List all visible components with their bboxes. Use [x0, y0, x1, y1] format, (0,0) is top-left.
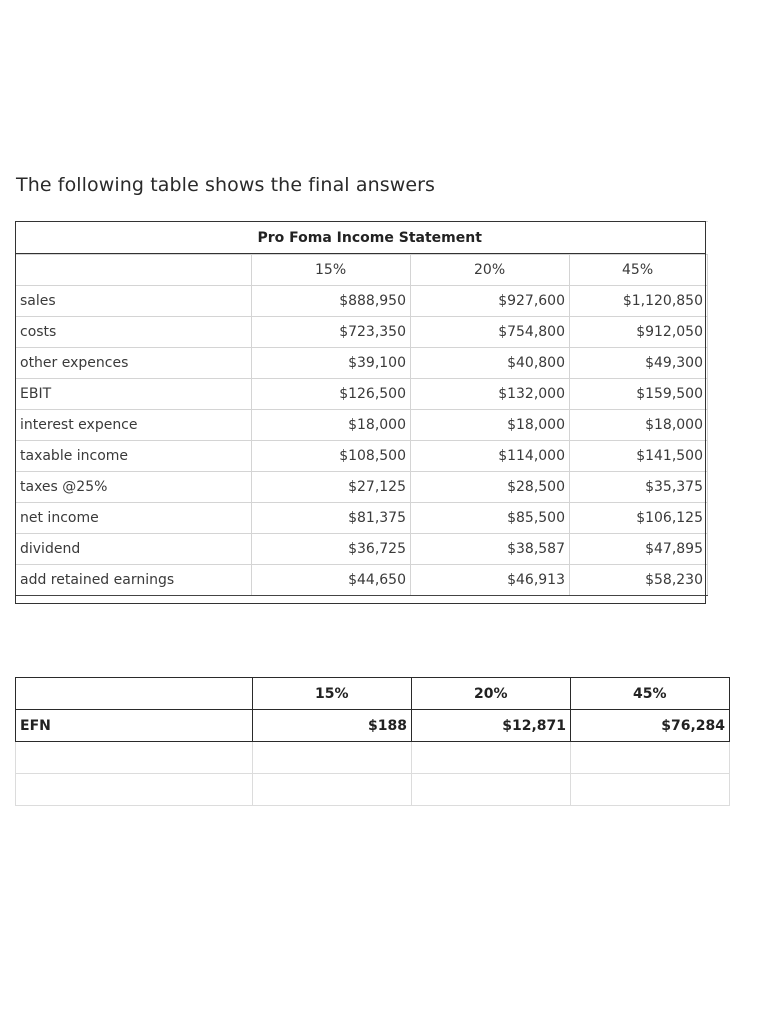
efn-column-header-20: 20% [412, 678, 571, 710]
cell-45: $49,300 [570, 348, 708, 379]
cell-45: $912,050 [570, 317, 708, 348]
efn-column-header-15: 15% [253, 678, 412, 710]
empty-cell [253, 774, 412, 806]
column-header-row [16, 255, 708, 286]
row-label: net income [16, 503, 252, 534]
table-row-ebit [16, 379, 708, 410]
cell-15: $108,500 [252, 441, 411, 472]
table-row-taxable-income [16, 441, 708, 472]
efn-value-row [16, 710, 730, 742]
efn-header-empty-cell [16, 678, 253, 710]
table-row-add-retained-earnings [16, 565, 708, 596]
cell-15: $18,000 [252, 410, 411, 441]
empty-cell [412, 742, 571, 774]
cell-20: $46,913 [411, 565, 570, 596]
row-label: sales [16, 286, 252, 317]
cell-45: $159,500 [570, 379, 708, 410]
cell-15: $888,950 [252, 286, 411, 317]
row-label: interest expence [16, 410, 252, 441]
cell-45: $106,125 [570, 503, 708, 534]
column-header-45: 45% [570, 255, 708, 286]
header-empty-cell [16, 255, 252, 286]
row-label: other expences [16, 348, 252, 379]
efn-row-label: EFN [16, 710, 253, 742]
table-row-net-income [16, 503, 708, 534]
cell-20: $927,600 [411, 286, 570, 317]
efn-cell-15: $188 [253, 710, 412, 742]
cell-20: $28,500 [411, 472, 570, 503]
empty-cell [412, 774, 571, 806]
table-row-interest-expence [16, 410, 708, 441]
title-spacer-cell [16, 222, 252, 255]
cell-45: $35,375 [570, 472, 708, 503]
cell-20: $85,500 [411, 503, 570, 534]
table-row-sales [16, 286, 708, 317]
column-header-15: 15% [252, 255, 411, 286]
cell-15: $126,500 [252, 379, 411, 410]
efn-empty-row [16, 742, 730, 774]
cell-45: $58,230 [570, 565, 708, 596]
table-row-taxes [16, 472, 708, 503]
efn-column-header-45: 45% [571, 678, 730, 710]
row-label: add retained earnings [16, 565, 252, 596]
row-label: taxable income [16, 441, 252, 472]
cell-45: $141,500 [570, 441, 708, 472]
row-label: taxes @25% [16, 472, 252, 503]
row-label: EBIT [16, 379, 252, 410]
cell-20: $18,000 [411, 410, 570, 441]
efn-cell-45: $76,284 [571, 710, 730, 742]
table-row-costs [16, 317, 708, 348]
cell-20: $754,800 [411, 317, 570, 348]
page-heading: The following table shows the final answers [16, 174, 436, 196]
efn-table [15, 677, 730, 806]
cell-15: $723,350 [252, 317, 411, 348]
row-label: dividend [16, 534, 252, 565]
income-statement-table [15, 221, 708, 596]
table-title: Pro Foma Income Statement [252, 222, 708, 255]
column-header-20: 20% [411, 255, 570, 286]
cell-15: $44,650 [252, 565, 411, 596]
cell-20: $132,000 [411, 379, 570, 410]
empty-cell [16, 774, 253, 806]
empty-cell [571, 774, 730, 806]
cell-45: $1,120,850 [570, 286, 708, 317]
cell-15: $36,725 [252, 534, 411, 565]
cell-20: $114,000 [411, 441, 570, 472]
empty-cell [571, 742, 730, 774]
cell-45: $47,895 [570, 534, 708, 565]
table-row-other-expences [16, 348, 708, 379]
row-label: costs [16, 317, 252, 348]
table-row-dividend [16, 534, 708, 565]
cell-20: $40,800 [411, 348, 570, 379]
cell-15: $81,375 [252, 503, 411, 534]
cell-45: $18,000 [570, 410, 708, 441]
cell-20: $38,587 [411, 534, 570, 565]
empty-cell [253, 742, 412, 774]
efn-cell-20: $12,871 [412, 710, 571, 742]
cell-15: $39,100 [252, 348, 411, 379]
table-title-row [16, 222, 708, 255]
empty-cell [16, 742, 253, 774]
efn-header-row [16, 678, 730, 710]
efn-empty-row [16, 774, 730, 806]
cell-15: $27,125 [252, 472, 411, 503]
